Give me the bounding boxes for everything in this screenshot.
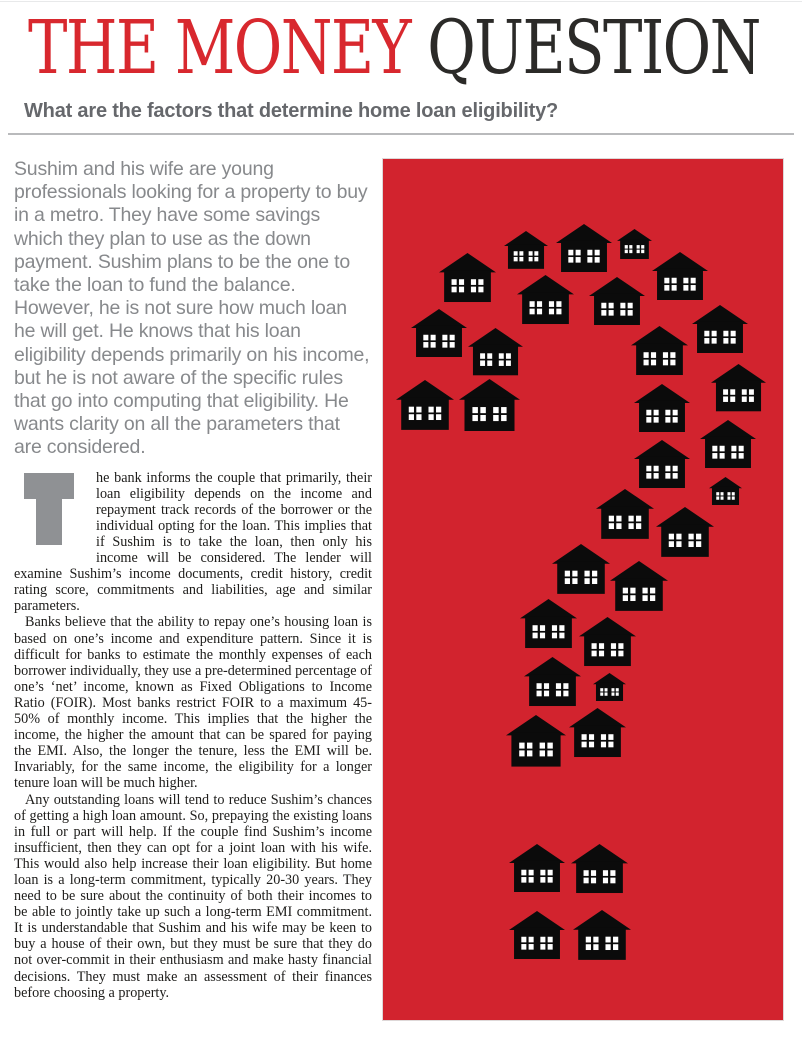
house-icon	[652, 252, 708, 300]
page-title	[28, 5, 760, 91]
page-title-dark: QUESTION	[410, 5, 760, 91]
house-icon	[589, 277, 645, 325]
top-rule	[0, 1, 802, 2]
house-icon	[709, 477, 742, 505]
house-icon	[506, 715, 566, 767]
drop-cap-bar	[24, 473, 74, 499]
paragraph-1-text: he bank informs the couple that primarily, their loan eligibility depends on the income and repayment track records of the borrower or the individual opting for the loan. This implies that if Sushim is to take the loan, then only his income will be considered. The lender will examine Sushim’s income documents, credit history, credit rating score, commitments and liabilities, age and similar parameters.	[14, 469, 372, 615]
house-icon	[692, 305, 748, 353]
house-icon	[509, 844, 565, 892]
house-icon	[634, 384, 690, 432]
house-icon	[700, 420, 756, 468]
house-icon	[552, 544, 610, 594]
question-mark-illustration	[383, 159, 783, 1020]
house-icon	[517, 275, 574, 324]
house-icon	[524, 657, 581, 706]
house-icon	[459, 379, 520, 431]
house-icon	[509, 911, 565, 959]
article-body	[14, 470, 372, 1001]
text-column	[14, 152, 372, 1001]
house-icon	[439, 253, 496, 302]
house-icon	[573, 910, 631, 960]
house-icon	[610, 561, 668, 611]
house-icon	[571, 844, 628, 893]
page-title-red: THE MONEY	[28, 5, 410, 91]
paragraph-2: Banks believe that the ability to repay one’s housing loan is based on one’s income and expenditure pattern. Since it is difficult for banks to estimate the monthly expenses of each borrower individually, they use a pre-determined percentage of one’s ‘net’ income, known as Fixed Obligations to Income Ratio (FOIR). Most banks restrict FOIR to a maximum 45-50% of monthly income. This implies that the higher the income, the higher the amount that can be spared for paying the EMI. Also, the longer the tenure, less the EMI will be. Invariably, for the same income, the eligibility for a longer tenure loan will be much higher.	[14, 614, 372, 792]
house-icon	[634, 440, 690, 488]
drop-cap-stem	[36, 499, 62, 545]
house-icon	[520, 599, 577, 648]
house-icon	[593, 673, 626, 701]
house-icon	[504, 231, 548, 269]
article-subtitle: What are the factors that determine home loan eligibility?	[24, 100, 559, 122]
house-icon	[569, 708, 626, 757]
house-icon	[631, 326, 688, 375]
house-icon	[617, 229, 652, 259]
paragraph-1	[14, 470, 372, 615]
header-divider	[8, 133, 794, 135]
house-icon	[396, 380, 454, 430]
paragraph-3: Any outstanding loans will tend to reduce Sushim’s chances of getting a high loan amount. So, prepaying the existing loans in full or part will help. If the couple find Sushim’s income insufficient, then they can opt for a joint loan with his wife. This would also help increase their loan eligibility. But home loan is a long-term commitment, typically 20-30 years. They need to be sure about the continuity of both their incomes to be able to jointly take up such a long-term EMI commitment. It is understandable that Sushim and his wife may be keen to buy a house of their own, but they must be sure that they do not over-commit in their enthusiasm and make hasty financial decisions. They must make an assessment of their finances before choosing a property.	[14, 791, 372, 1001]
house-icon	[556, 224, 612, 272]
drop-cap-t	[18, 473, 90, 552]
house-icon	[596, 489, 654, 539]
house-icon	[656, 507, 714, 557]
house-icon	[411, 309, 467, 357]
house-icon	[579, 617, 636, 666]
house-icon	[468, 328, 523, 375]
intro-paragraph: Sushim and his wife are young professionals looking for a property to buy in a metro. They have some savings which they plan to use as the down payment. Sushim plans to be the one to take the loan to fund the balance. However, he is not sure how much loan he will get. He knows that his loan eligibility depends primarily on his income, but he is not aware of the specific rules that go into computing that eligibility. He wants clarity on all the parameters that are considered.	[14, 158, 370, 459]
house-icon	[711, 364, 766, 411]
